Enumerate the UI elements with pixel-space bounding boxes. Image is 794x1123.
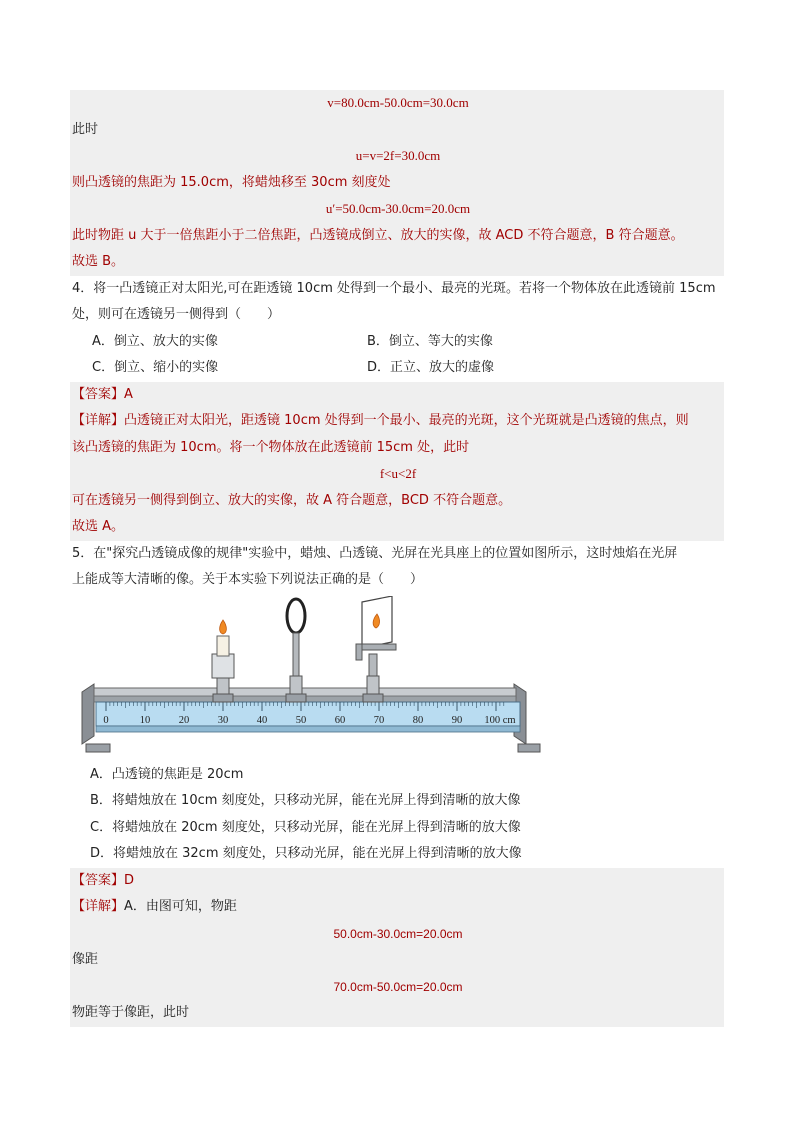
question-4-stem-line-1: 4．将一凸透镜正对太阳光,可在距透镜 10cm 处得到一个最小、最亮的光斑。若将一个物体放在此透镜前 15cm (72, 280, 716, 296)
tick-label-30: 30 (217, 714, 229, 726)
option-d: D．正立、放大的虚像 (367, 360, 495, 375)
text-choose-b: 故选 B。 (70, 249, 724, 276)
convex-lens-icon (287, 599, 305, 633)
question-4-detail-line-2: 该凸透镜的焦距为 10cm。将一个物体放在此透镜前 15cm 处，此时 (70, 435, 724, 462)
question-5-option-b: B．将蜡烛放在 10cm 刻度处，只移动光屏，能在光屏上得到清晰的放大像 (90, 793, 521, 808)
scale-base (96, 726, 520, 732)
option-a: A．倒立、放大的实像 (92, 333, 218, 349)
tick-label-0: 0 (103, 714, 109, 726)
equation-object-distance: u=v=2f=30.0cm (70, 143, 724, 170)
question-5-equation-2: 70.0cm-50.0cm=20.0cm (70, 974, 724, 1001)
question-4-equation: f<u<2f (70, 461, 724, 488)
question-5-image-distance-label: 像距 (70, 947, 724, 974)
right-foot (518, 744, 540, 752)
tick-label-100: 100 cm (484, 714, 516, 726)
question-5-equation-1: 50.0cm-30.0cm=20.0cm (70, 921, 724, 948)
screen-stand (356, 596, 396, 702)
left-foot (86, 744, 110, 752)
detail-tag: 【详解】 (72, 899, 125, 914)
question-5-detail-line-1 (70, 894, 724, 921)
tick-label-80: 80 (412, 714, 424, 726)
question-4-detail-line-3: 可在透镜另一侧得到倒立、放大的实像，故 A 符合题意，BCD 不符合题意。 (70, 488, 724, 515)
answer-value: D (124, 872, 135, 888)
option-c: C．倒立、缩小的实像 (92, 360, 219, 375)
question-5-stem-line-1: 5．在"探究凸透镜成像的规律"实验中，蜡烛、凸透镜、光屏在光具座上的位置如图所示，这时烛焰在光屏 (72, 545, 678, 561)
question-5-answer (70, 868, 724, 895)
question-5-detail-line-2: 物距等于像距，此时 (70, 1000, 724, 1027)
equation-image-distance: v=80.0cm-50.0cm=30.0cm (70, 90, 724, 117)
question-5-option-d: D．将蜡烛放在 32cm 刻度处，只移动光屏，能在光屏上得到清晰的放大像 (90, 846, 522, 861)
optical-bench-illustration (70, 596, 550, 756)
question-5-stem-line-2: 上能成等大清晰的像。关于本实验下列说法正确的是（ ） (72, 572, 424, 587)
tick-label-70: 70 (373, 714, 385, 726)
candle-flame-icon (220, 620, 227, 634)
tick-label-50: 50 (295, 714, 307, 726)
question-4-options-row-1 (70, 329, 724, 356)
detail-tag: 【详解】 (72, 413, 125, 428)
optical-bench-figure (70, 594, 724, 762)
answer-tag: 【答案】 (72, 386, 125, 402)
tick-label-10: 10 (139, 714, 151, 726)
question-4-options-row-2 (70, 355, 724, 382)
equation-new-object-distance: u′=50.0cm-30.0cm=20.0cm (70, 196, 724, 223)
answer-value: A (124, 386, 133, 402)
text-conclusion: 此时物距 u 大于一倍焦距小于二倍焦距，凸透镜成倒立、放大的实像，故 ACD 不符合题意，B 符合题意。 (70, 223, 724, 250)
candle (217, 636, 229, 656)
document-page (70, 90, 724, 1027)
question-4-detail-line-1 (70, 408, 724, 435)
text-cishi: 此时 (70, 117, 724, 144)
question-4-answer (70, 382, 724, 409)
detail-text: 凸透镜正对太阳光，距透镜 10cm 处得到一个最小、最亮的光斑，这个光斑就是凸透镜的焦点，则 (124, 413, 689, 428)
answer-tag: 【答案】 (72, 872, 125, 888)
tick-label-60: 60 (334, 714, 346, 726)
question-5-option-c: C．将蜡烛放在 20cm 刻度处，只移动光屏，能在光屏上得到清晰的放大像 (90, 819, 521, 835)
question-4-stem-line-2: 处，则可在透镜另一侧得到（ ） (72, 307, 281, 322)
question-5-option-a: A．凸透镜的焦距是 20cm (90, 766, 244, 782)
tick-label-20: 20 (178, 714, 190, 726)
tick-label-40: 40 (256, 714, 268, 726)
option-b: B．倒立、等大的实像 (367, 333, 493, 349)
lens-stand (286, 599, 306, 702)
detail-text: A．由图可知，物距 (124, 899, 237, 914)
text-focal-length: 则凸透镜的焦距为 15.0cm，将蜡烛移至 30cm 刻度处 (70, 170, 724, 197)
tick-label-90: 90 (451, 714, 463, 726)
question-4-choose: 故选 A。 (70, 514, 724, 541)
